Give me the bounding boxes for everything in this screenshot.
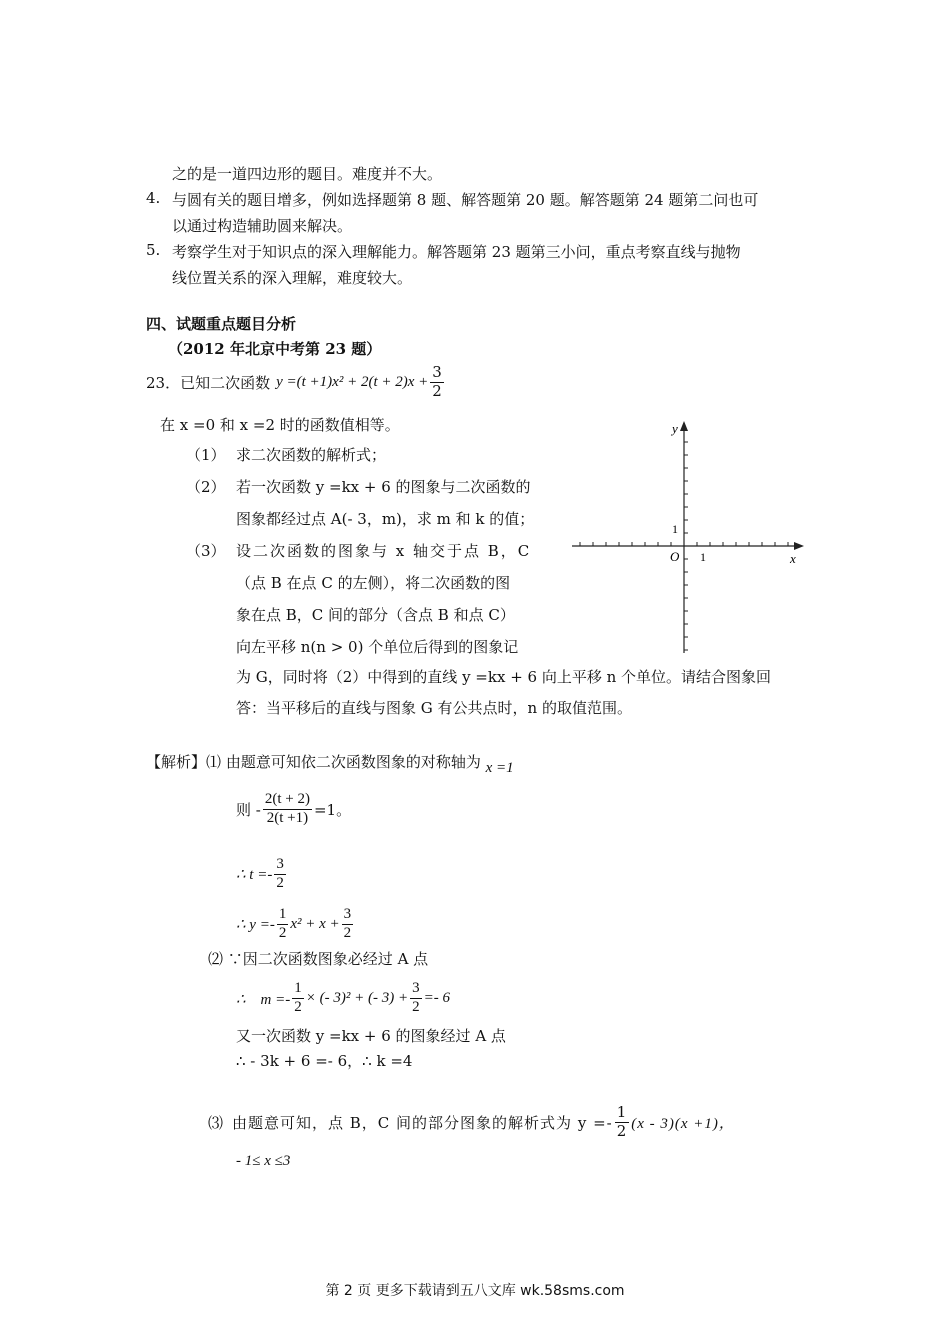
s2-m-prefix: ∴ m =-	[236, 991, 291, 1008]
y-axis-label: y	[672, 421, 678, 436]
intro-item4-line1: 与圆有关的题目增多，例如选择题第 8 题、解答题第 20 题。解答题第 24 题第二问也可	[172, 191, 759, 209]
fraction	[615, 1104, 630, 1140]
solution-tag-text: 【解析】	[146, 753, 207, 771]
s1-label: ⑴	[206, 753, 222, 771]
solution-tag	[146, 751, 514, 776]
fraction	[430, 364, 444, 400]
intro-item5-line1: 考察学生对于知识点的深入理解能力。解答题第 23 题第三小问，重点考察直线与抛物	[172, 243, 741, 261]
intro-line: 之的是一道四边形的题目。难度并不大。	[172, 165, 443, 183]
fraction-denominator: 2	[276, 874, 284, 891]
s1-then: 则 -	[236, 800, 261, 819]
fraction-numerator: 1	[292, 980, 304, 998]
q2-label: （2）	[186, 478, 226, 496]
fraction-numerator: 1	[277, 906, 289, 924]
problem-stem-text: 已知二次函数	[180, 373, 271, 392]
s3-range: - 1≤ x ≤3	[236, 1153, 291, 1169]
fraction-numerator: 3	[274, 856, 286, 874]
problem-condition: 在 x =0 和 x =2 时的函数值相等。	[160, 416, 400, 434]
q2-line1: 若一次函数 y =kx + 6 的图象与二次函数的	[236, 478, 531, 496]
x-unit-label: 1	[700, 550, 706, 564]
q1-label: （1）	[186, 446, 226, 464]
section-subheading: （2012 年北京中考第 23 题）	[168, 340, 382, 358]
s2-m-mid: × (- 3)² + (- 3) +	[305, 989, 409, 1006]
fraction	[277, 906, 289, 942]
s2-label: ⑵	[208, 950, 224, 968]
s2-line2: 又一次函数 y =kx + 6 的图象经过 A 点	[236, 1027, 506, 1045]
fraction-numerator: 3	[432, 363, 442, 382]
list-number: 4.	[146, 189, 161, 207]
coordinate-axes	[560, 415, 820, 660]
fraction	[292, 980, 304, 1016]
s1-y-prefix: ∴ y =-	[236, 916, 275, 933]
problem-formula: y =(t +1)x² + 2(t + 2)x +	[276, 373, 429, 390]
s3-label: ⑶	[208, 1113, 225, 1132]
fraction-numerator: 3	[410, 980, 422, 998]
s1-t-result	[236, 852, 288, 896]
fraction-denominator: 2	[412, 998, 420, 1015]
q3-line6: 答：当平移后的直线与图象 G 有公共点时，n 的取值范围。	[236, 699, 632, 717]
fraction-denominator: 2	[278, 924, 287, 941]
s2-text: ∵因二次函数图象必经过 A 点	[227, 950, 429, 968]
fraction-denominator: 2	[432, 381, 442, 400]
s2-line3: ∴ - 3k + 6 =- 6，∴ k =4	[236, 1052, 413, 1070]
fraction	[263, 791, 312, 827]
q1-text: 求二次函数的解析式；	[236, 446, 387, 464]
intro-item4-line2: 以通过构造辅助圆来解决。	[172, 217, 353, 235]
s1-equation	[236, 786, 351, 832]
fraction-numerator: 2(t + 2)	[263, 791, 312, 809]
q3-line2: （点 B 在点 C 的左侧），将二次函数的图	[236, 574, 511, 592]
q3-line4: 向左平移 n(n > 0) 个单位后得到的图象记	[236, 638, 519, 656]
s3-end: (x - 3)(x +1)，	[631, 1115, 735, 1132]
fraction-denominator: 2(t +1)	[266, 809, 309, 826]
s1-eq: =1。	[313, 800, 352, 819]
fraction-denominator: 2	[294, 998, 302, 1015]
s1-axis: x =1	[485, 760, 514, 776]
s1-text: 由题意可知依二次函数图象的对称轴为	[225, 753, 481, 771]
problem-number: 23．	[146, 373, 181, 392]
s2-m-end: =- 6	[423, 989, 450, 1006]
q2-line2: 图象都经过点 A(- 3，m)，求 m 和 k 的值；	[236, 510, 535, 528]
fraction-numerator: 3	[342, 906, 354, 924]
y-unit-label: 1	[672, 522, 678, 536]
origin-label: O	[670, 549, 680, 564]
list-number: 5.	[146, 241, 161, 259]
s1-y-mid: x² + x +	[290, 915, 340, 932]
fraction	[274, 856, 286, 892]
q3-line1: 设二次函数的图象与 x 轴交于点 B，C	[236, 542, 532, 560]
q3-line5: 为 G，同时将（2）中得到的直线 y =kx + 6 向上平移 n 个单位。请结合图象回	[236, 668, 772, 686]
page-footer: 第 2 页 更多下载请到五八文库 wk.58sms.com	[325, 1283, 625, 1299]
fraction	[342, 906, 354, 942]
y-axis-arrow-icon	[680, 421, 688, 431]
x-axis-label: x	[790, 551, 796, 566]
fraction-denominator: 2	[616, 1121, 628, 1140]
section-heading: 四、试题重点题目分析	[146, 315, 297, 333]
x-axis-arrow-icon	[794, 542, 804, 550]
s2-m-result	[236, 976, 450, 1020]
s3-text: 由题意可知，点 B，C 间的部分图象的解析式为 y =-	[232, 1113, 613, 1132]
s2-line	[208, 948, 428, 969]
s1-y-result	[236, 902, 355, 946]
q3-line3: 象在点 B，C 间的部分（含点 B 和点 C）	[236, 606, 515, 624]
s3-line	[208, 1100, 735, 1144]
fraction-denominator: 2	[343, 924, 352, 941]
fraction-numerator: 1	[616, 1103, 628, 1122]
q3-label: （3）	[186, 542, 226, 560]
s1-t-prefix: ∴ t =-	[236, 866, 273, 883]
fraction	[410, 980, 422, 1016]
problem-stem	[146, 362, 446, 402]
intro-item5-line2: 线位置关系的深入理解，难度较大。	[172, 269, 413, 287]
